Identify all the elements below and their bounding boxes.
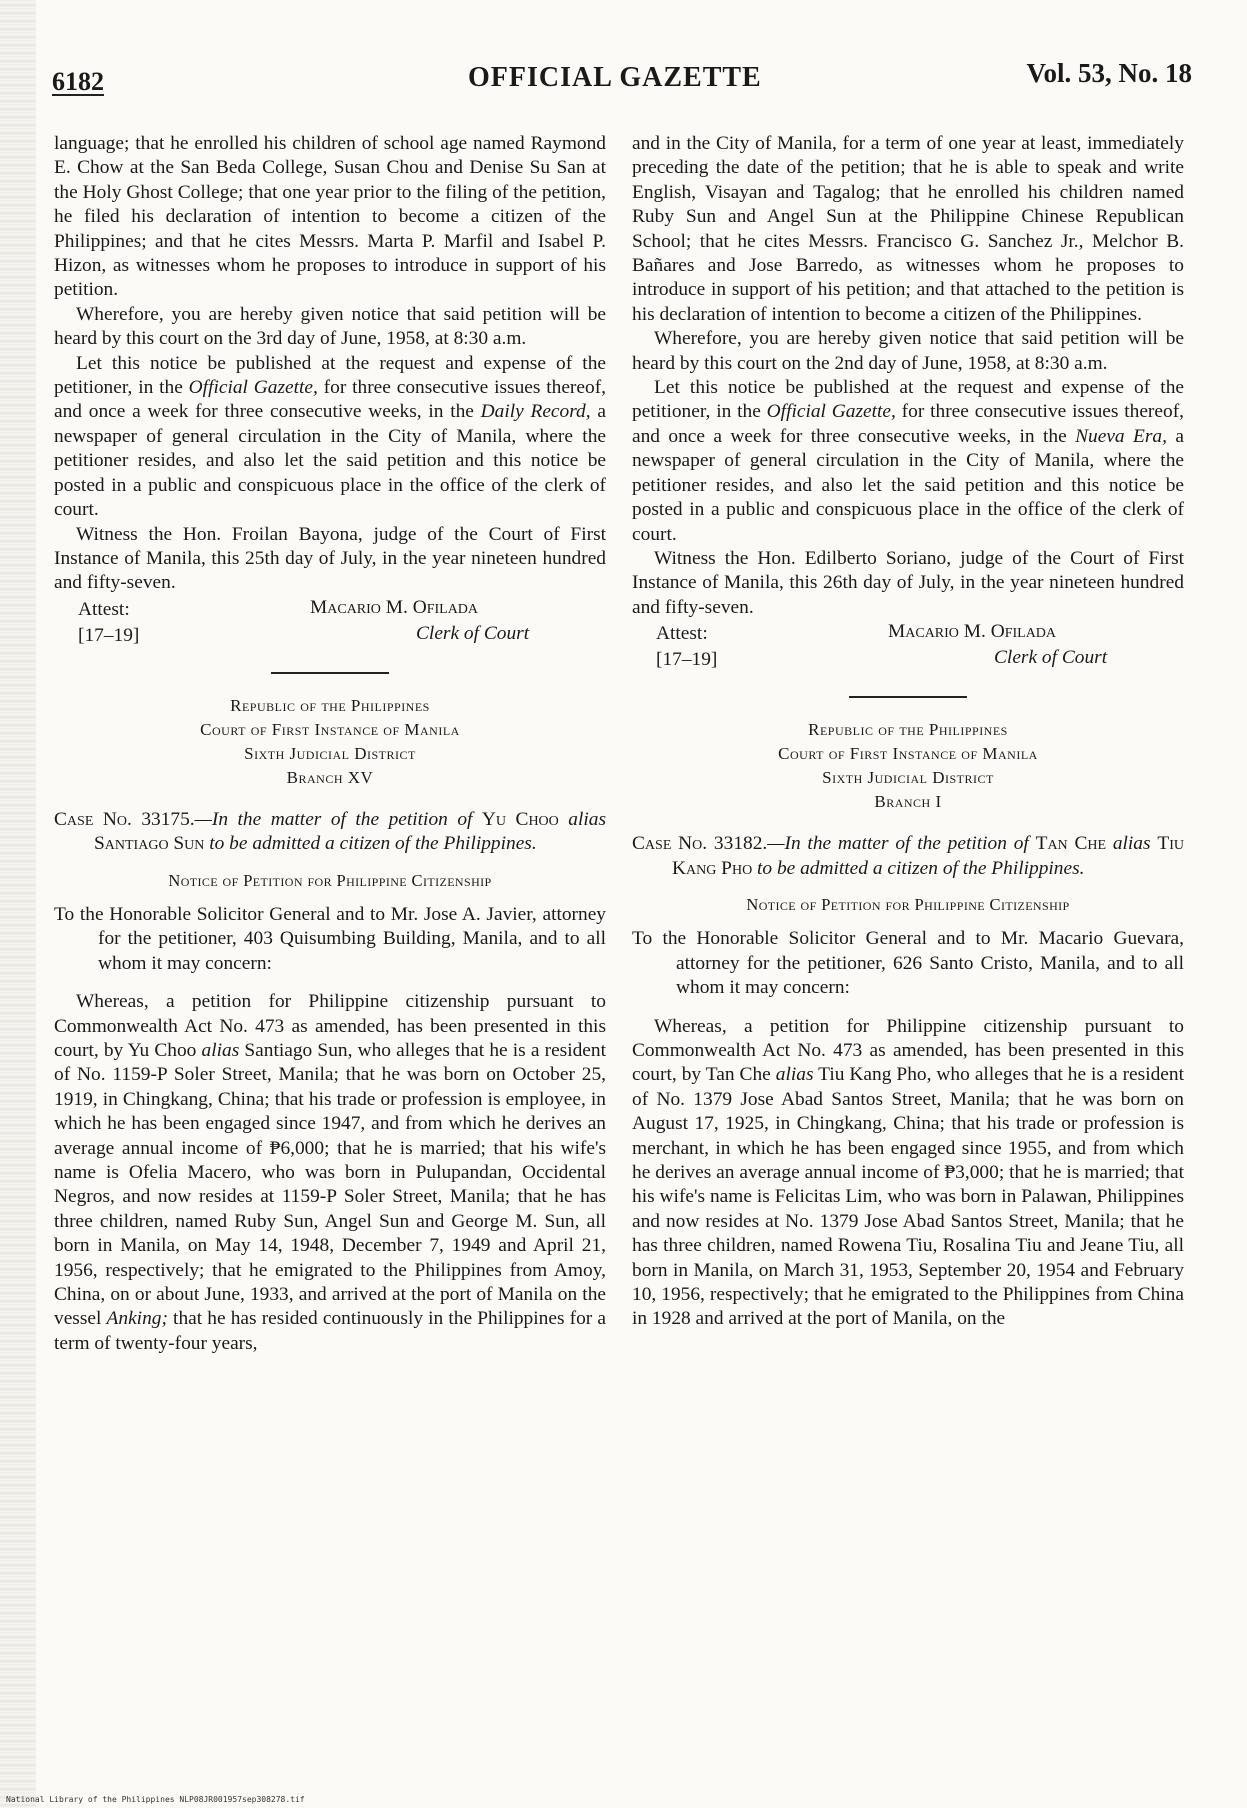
issue-range: [17–19] bbox=[78, 624, 140, 646]
section-divider bbox=[849, 696, 967, 698]
paragraph: and in the City of Manila, for a term of one year at least, immediately preceding the date of the petition; that he is able to speak and write English, Visayan and Tagalog; that he enrolled his children named Ruby Sun and Angel Sun at the Philippine Chinese Republican School; that he cites Messrs. Francisco G. Sanchez Jr., Melchor B. Bañares and Jose Barredo, as witnesses whom he proposes to introduce in support of his petition; and that attached to the petition is his declaration of intention to become a citizen of the Philippines. bbox=[632, 133, 1184, 325]
attest-block bbox=[54, 598, 606, 654]
clerk-title: Clerk of Court bbox=[994, 647, 1108, 669]
attest-label: Attest: bbox=[78, 598, 130, 620]
paragraph: Whereas, a petition for Philippine citizenship pursuant to Commonwealth Act No. 473 as amended, has been presented in this court, by Yu Choo alias Santiago Sun, who alleges that he is a resident of No. 1159-P Soler Street, Manila; that he was born on October 25, 1919, in Chingkang, China; that his trade or profession is employee, in which he has been engaged since 1947, and from which he derives an average annual income of ₱6,000; that he is married; that his wife's name is Ofelia Macero, who was born in Pulupandan, Occidental Negros, and now resides at 1159-P Soler Street, Manila; that he has three children, named Ruby Sun, Angel Sun and George M. Sun, all born in Manila, on May 14, 1948, December 7, 1949 and April 21, 1956, respectively; that he emigrated to the Philippines from Amoy, China, on or about June, 1933, and arrived at the port of Manila on the vessel Anking; that he has resided continuously in the Philippines for a term of twenty-four years, bbox=[54, 991, 606, 1354]
clerk-name: Macario M. Ofilada bbox=[310, 596, 479, 618]
notice-title: Notice of Petition for Philippine Citizenship bbox=[746, 894, 1070, 914]
left-column bbox=[54, 132, 606, 1356]
paragraph: Witness the Hon. Froilan Bayona, judge of the Court of First Instance of Manila, this 25th day of July, in the year nineteen hundred and fifty-seven. bbox=[54, 523, 606, 594]
notice-title: Notice of Petition for Philippine Citizenship bbox=[168, 870, 492, 890]
attest-block bbox=[632, 622, 1184, 678]
case-title: Case No. 33175.—In the matter of the petition of Yu Choo alias Santiago Sun to be admitted a citizen of the Philippines. bbox=[54, 808, 606, 855]
volume-number: Vol. 53, No. 18 bbox=[1026, 58, 1192, 88]
clerk-name: Macario M. Ofilada bbox=[888, 621, 1057, 643]
section-divider bbox=[271, 672, 389, 674]
paragraph: Whereas, a petition for Philippine citizenship pursuant to Commonwealth Act No. 473 as amended, has been presented in this court, by Tan Che alias Tiu Kang Pho, who alleges that he is a resident of No. 1379 Jose Abad Santos Street, Manila; that he was born on August 17, 1925, in Chingkang, China; that his trade or profession is merchant, in which he has been engaged since 1955, and from which he derives an average annual income of ₱3,000; that he is married; that his wife's name is Felicitas Lim, who was born in Palawan, Philippines and now resides at No. 1379 Jose Abad Santos Street, Manila; that he has three children, named Rowena Tiu, Rosalina Tiu and Jeane Tiu, all born in Manila, on March 31, 1953, September 20, 1954 and February 10, 1956, respectively; that he emigrated to the Philippines from China in 1928 and arrived at the port of Manila, on the bbox=[632, 1015, 1184, 1330]
issue-range: [17–19] bbox=[656, 649, 718, 671]
paragraph: Wherefore, you are hereby given notice that said petition will be heard by this court on the 3rd day of June, 1958, at 8:30 a.m. bbox=[54, 303, 606, 350]
publication-title: OFFICIAL GAZETTE bbox=[468, 62, 762, 93]
attest-label: Attest: bbox=[656, 623, 708, 645]
clerk-title: Clerk of Court bbox=[416, 622, 530, 644]
addressee-block: To the Honorable Solicitor General and to Mr. Jose A. Javier, attorney for the petitioner, 403 Quisumbing Building, Manila, and to all whom it may concern: bbox=[54, 903, 606, 974]
paragraph: Let this notice be published at the request and expense of the petitioner, in the Official Gazette, for three consecutive issues thereof, and once a week for three consecutive weeks, in the Daily Record, a newspaper of general circulation in the City of Manila, where the petitioner resides, and also let the said petition and this notice be posted in a public and conspicuous place in the office of the clerk of court. bbox=[54, 352, 607, 521]
scan-footer: National Library of the Philippines NLP08JR001957sep308278.tif bbox=[6, 1795, 305, 1804]
court-heading: Republic of the Philippines Court of First Instance of Manila Sixth Judicial District Branch I bbox=[778, 720, 1038, 812]
paragraph: Wherefore, you are hereby given notice that said petition will be heard by this court on the 2nd day of June, 1958, at 8:30 a.m. bbox=[632, 328, 1184, 374]
paragraph: Let this notice be published at the request and expense of the petitioner, in the Official Gazette, for three consecutive issues thereof, and once a week for three consecutive weeks, in the Nueva Era, a newspaper of general circulation in the City of Manila, where the petitioner resides, and also let the said petition and this notice be posted in a public and conspicuous place in the office of the clerk of court. bbox=[632, 377, 1185, 545]
page-header bbox=[52, 58, 1192, 98]
court-heading: Republic of the Philippines Court of First Instance of Manila Sixth Judicial District Branch XV bbox=[200, 695, 460, 787]
case-title: Case No. 33182.—In the matter of the petition of Tan Che alias Tiu Kang Pho to be admitted a citizen of the Philippines. bbox=[632, 833, 1184, 879]
right-column bbox=[632, 132, 1184, 1332]
page-number: 6182 bbox=[52, 67, 104, 96]
paragraph: Witness the Hon. Edilberto Soriano, judge of the Court of First Instance of Manila, this 26th day of July, in the year nineteen hundred and fifty-seven. bbox=[632, 547, 1184, 618]
paragraph: language; that he enrolled his children of school age named Raymond E. Chow at the San Beda College, Susan Chou and Denise Su San at the Holy Ghost College; that one year prior to the filing of the petition, he filed his declaration of intention to become a citizen of the Philippines; and that he cites Messrs. Marta P. Marfil and Isabel P. Hizon, as witnesses whom he proposes to introduce in support of his petition. bbox=[54, 133, 606, 301]
addressee-block: To the Honorable Solicitor General and to Mr. Macario Guevara, attorney for the petitioner, 626 Santo Cristo, Manila, and to all whom it may concern: bbox=[632, 928, 1184, 999]
scan-edge bbox=[0, 0, 36, 1808]
